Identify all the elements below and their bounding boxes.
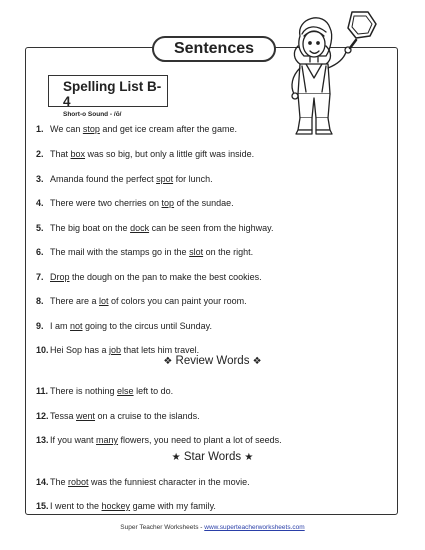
spelling-word: lot <box>99 296 109 306</box>
sentence-text: Amanda found the perfect <box>50 174 157 184</box>
footer <box>0 524 425 531</box>
spelling-word: many <box>96 435 119 445</box>
sentence-number: 9. <box>36 321 44 331</box>
diamond-icon: ❖ <box>252 356 262 367</box>
sentence-text: left to do. <box>133 386 174 396</box>
sentence-text: on a cruise to the islands. <box>95 411 200 421</box>
sentence-number: 6. <box>36 247 44 257</box>
sentence-text: Hei Sop has a <box>50 345 110 355</box>
spelling-list-subtitle: Short-o Sound - /ŏ/ <box>63 111 122 118</box>
spelling-word: box <box>70 149 86 159</box>
sentence-text: on the right. <box>203 247 254 257</box>
sentence-item <box>36 320 212 332</box>
footer-text: Super Teacher Worksheets - <box>120 524 205 531</box>
page-title-text: Sentences <box>173 40 255 57</box>
sentence-number: 13. <box>36 435 49 445</box>
sentence-text: for lunch. <box>173 174 213 184</box>
sentence-number: 3. <box>36 174 44 184</box>
spelling-word: went <box>76 411 96 421</box>
sentence-item <box>36 197 234 209</box>
sentence-number: 10. <box>36 345 49 355</box>
sentence-item <box>36 410 200 422</box>
sentence-item <box>36 123 237 135</box>
sentence-text: Tessa <box>50 411 77 421</box>
sentence-text: was the funniest character in the movie. <box>88 477 250 487</box>
spelling-word: else <box>117 386 134 396</box>
spelling-word: dock <box>130 223 150 233</box>
sentence-number: 8. <box>36 296 44 306</box>
sentence-text: The big boat on the <box>50 223 131 233</box>
sentence-text: of the sundae. <box>174 198 234 208</box>
star-words-label: Star Words <box>183 451 242 463</box>
sentence-text: The mail with the stamps go in the <box>50 247 190 257</box>
sentence-text: There were two cherries on <box>50 198 162 208</box>
spelling-word: spot <box>156 174 174 184</box>
sentence-number: 11. <box>36 386 49 396</box>
spelling-word: not <box>70 321 83 331</box>
sentence-text: There is nothing <box>50 386 118 396</box>
spelling-word: Drop <box>50 272 70 282</box>
sentence-text: the dough on the pan to make the best cookies. <box>69 272 262 282</box>
sentence-number: 12. <box>36 411 49 421</box>
sentence-number: 4. <box>36 198 44 208</box>
sentence-item <box>36 222 273 234</box>
sentence-text: The <box>50 477 69 487</box>
sentence-item <box>36 295 247 307</box>
sentence-item <box>36 500 216 512</box>
sentence-item <box>36 246 253 258</box>
sentence-text: I am <box>50 321 71 331</box>
page-title <box>152 36 276 62</box>
spelling-list-title: Spelling List B-4 <box>63 79 162 109</box>
spelling-word: hockey <box>101 501 131 511</box>
sentence-text: If you want <box>50 435 97 445</box>
sentence-number: 15. <box>36 501 49 511</box>
sentence-text: was so big, but only a little gift was inside. <box>85 149 255 159</box>
sentence-text: going to the circus until Sunday. <box>82 321 212 331</box>
star-icon: ★ <box>244 452 254 463</box>
sentence-item <box>36 271 262 283</box>
sentence-number: 7. <box>36 272 44 282</box>
spelling-word: top <box>161 198 175 208</box>
review-words-label: Review Words <box>175 355 250 367</box>
sentence-number: 5. <box>36 223 44 233</box>
sentence-item <box>36 476 250 488</box>
spelling-word: robot <box>68 477 89 487</box>
sentence-text: We can <box>50 124 83 134</box>
sentence-text: That <box>50 149 71 159</box>
sentence-text: can be seen from the highway. <box>149 223 274 233</box>
sentence-text: flowers, you need to plant a lot of seeds. <box>118 435 282 445</box>
diamond-icon: ❖ <box>163 356 173 367</box>
sentence-number: 2. <box>36 149 44 159</box>
spelling-list-box <box>48 75 168 118</box>
sentence-number: 14. <box>36 477 49 487</box>
sentence-item <box>36 385 173 397</box>
girl-with-magnifying-glass-illustration <box>286 6 378 138</box>
sentence-text: that lets him travel. <box>121 345 200 355</box>
star-words-heading <box>0 451 425 463</box>
spelling-word: job <box>109 345 122 355</box>
spelling-word: stop <box>82 124 100 134</box>
sentence-text: I went to the <box>50 501 102 511</box>
sentence-text: There are a <box>50 296 100 306</box>
sentence-text: game with my family. <box>130 501 216 511</box>
review-words-heading <box>0 355 425 367</box>
star-icon: ★ <box>171 452 181 463</box>
sentence-number: 1. <box>36 124 44 134</box>
spelling-word: slot <box>189 247 204 257</box>
sentence-item <box>36 173 213 185</box>
sentence-item <box>36 148 254 160</box>
sentence-text: and get ice cream after the game. <box>99 124 237 134</box>
sentence-text: of colors you can paint your room. <box>108 296 247 306</box>
sentence-item <box>36 434 282 446</box>
footer-link[interactable]: www.superteacherworksheets.com <box>204 524 305 531</box>
